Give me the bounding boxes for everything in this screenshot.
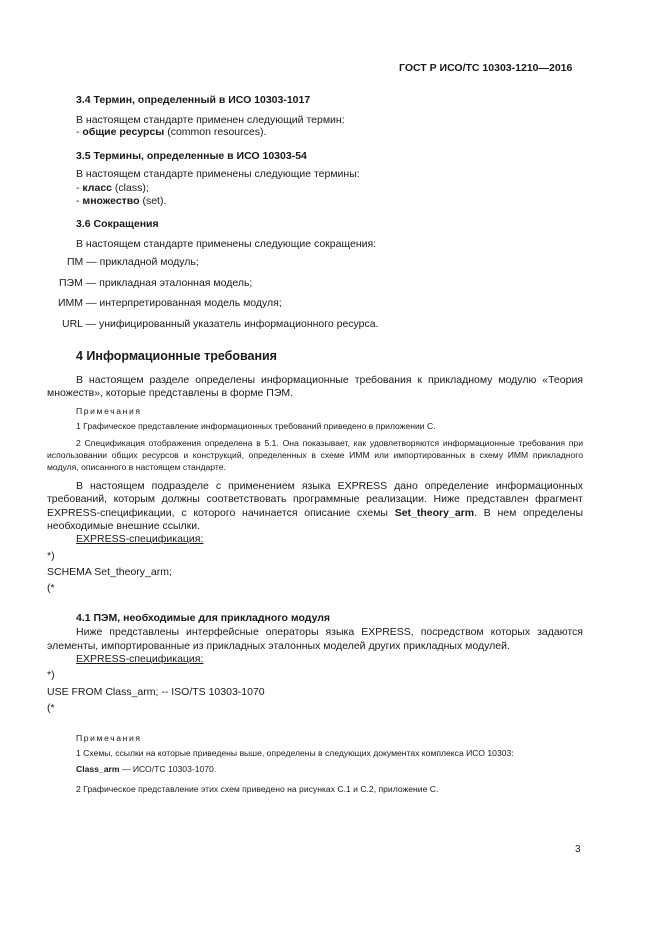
express-spec-label: EXPRESS-спецификация: bbox=[76, 533, 204, 545]
note-1: 1 Схемы, ссылки на которые приведены выше, определены в следующих документах комплекса ИСО 10303: bbox=[76, 748, 514, 758]
schema-name: Class_arm bbox=[76, 764, 120, 774]
term-gloss: (set). bbox=[139, 195, 167, 207]
section-3-6-intro: В настоящем стандарте применены следующие сокращения: bbox=[76, 238, 377, 250]
schema-name: Set_theory_arm bbox=[394, 506, 475, 519]
section-4-1-heading: 4.1 ПЭМ, необходимые для прикладного модуля bbox=[76, 612, 331, 624]
code-line: USE FROM Class_arm; -- ISO/TS 10303-1070 bbox=[47, 686, 265, 698]
term-name: общие ресурсы bbox=[82, 126, 165, 138]
list-dash: - bbox=[76, 126, 80, 138]
abbreviation-item: ПЭМ — прикладная эталонная модель; bbox=[59, 277, 253, 289]
section-3-5-heading: 3.5 Термины, определенные в ИСО 10303-54 bbox=[76, 150, 307, 162]
section-3-5-intro: В настоящем стандарте применены следующие термины: bbox=[76, 168, 360, 180]
para-text: В настоящем подразделе с применением языка EXPRESS дано определение информационных требований, которым должны соответствовать программные реализации. Ниже представлен фрагмент EXPRESS-спецификации, с которого начинается описание схемы bbox=[47, 480, 583, 519]
section-4-paragraph: В настоящем разделе определены информационные требования к прикладному модулю «Теория множеств», которые представлены в форме ПЭМ. bbox=[47, 374, 583, 399]
note-1: 1 Графическое представление информационных требований приведено в приложении С. bbox=[76, 421, 436, 431]
code-line: (* bbox=[47, 582, 55, 594]
document-code-header: ГОСТ Р ИСО/ТС 10303-1210—2016 bbox=[399, 62, 573, 74]
code-line: SCHEMA Set_theory_arm; bbox=[47, 566, 172, 578]
code-line: *) bbox=[47, 669, 55, 681]
notes-title: Примечания bbox=[76, 406, 142, 416]
term-name: класс bbox=[82, 182, 112, 194]
section-4-paragraph-express bbox=[47, 480, 583, 533]
term-gloss: (common resources). bbox=[164, 126, 267, 138]
abbreviation-item: ПМ — прикладной модуль; bbox=[67, 256, 199, 268]
section-4-1-paragraph: Ниже представлены интерфейсные операторы языка EXPRESS, посредством которых задаются элементы, импортированные из прикладных эталонных моделей других прикладных модулей. bbox=[47, 626, 583, 652]
para-text: . В нем определены необходимые внешние ссылки. bbox=[47, 506, 583, 532]
term-item bbox=[76, 195, 166, 207]
term-item bbox=[76, 182, 149, 194]
code-line: *) bbox=[47, 550, 55, 562]
code-line: (* bbox=[47, 702, 55, 714]
note-text: — ИСО/ТС 10303-1070. bbox=[119, 764, 217, 774]
express-spec-label: EXPRESS-спецификация: bbox=[76, 653, 204, 665]
term-gloss: (class); bbox=[112, 182, 149, 194]
section-4-heading: 4 Информационные требования bbox=[76, 349, 277, 363]
term-item bbox=[76, 126, 266, 138]
term-name: множество bbox=[82, 195, 140, 207]
abbreviation-item: ИММ — интерпретированная модель модуля; bbox=[58, 297, 282, 309]
page-number: 3 bbox=[575, 844, 581, 855]
abbreviation-item: URL — унифицированный указатель информационного ресурса. bbox=[62, 318, 379, 330]
section-3-4-intro: В настоящем стандарте применен следующий термин: bbox=[76, 114, 345, 126]
note-1-continuation bbox=[76, 764, 216, 774]
list-dash: - bbox=[76, 182, 80, 194]
note-2: 2 Графическое представление этих схем приведено на рисунках С.1 и С.2, приложение С. bbox=[76, 784, 439, 794]
section-3-4-heading: 3.4 Термин, определенный в ИСО 10303-1017 bbox=[76, 94, 311, 106]
note-2: 2 Спецификация отображения определена в 5.1. Она показывает, как удовлетворяются информационные требования при использовании общих ресурсов и конструкций, определенных в схеме ИММ или импортированных в схему ИММ прикладного модуля, описанного в настоящем стандарте. bbox=[47, 438, 583, 472]
section-3-6-heading: 3.6 Сокращения bbox=[76, 218, 159, 230]
list-dash: - bbox=[76, 195, 80, 207]
notes-title: Примечания bbox=[76, 733, 142, 743]
